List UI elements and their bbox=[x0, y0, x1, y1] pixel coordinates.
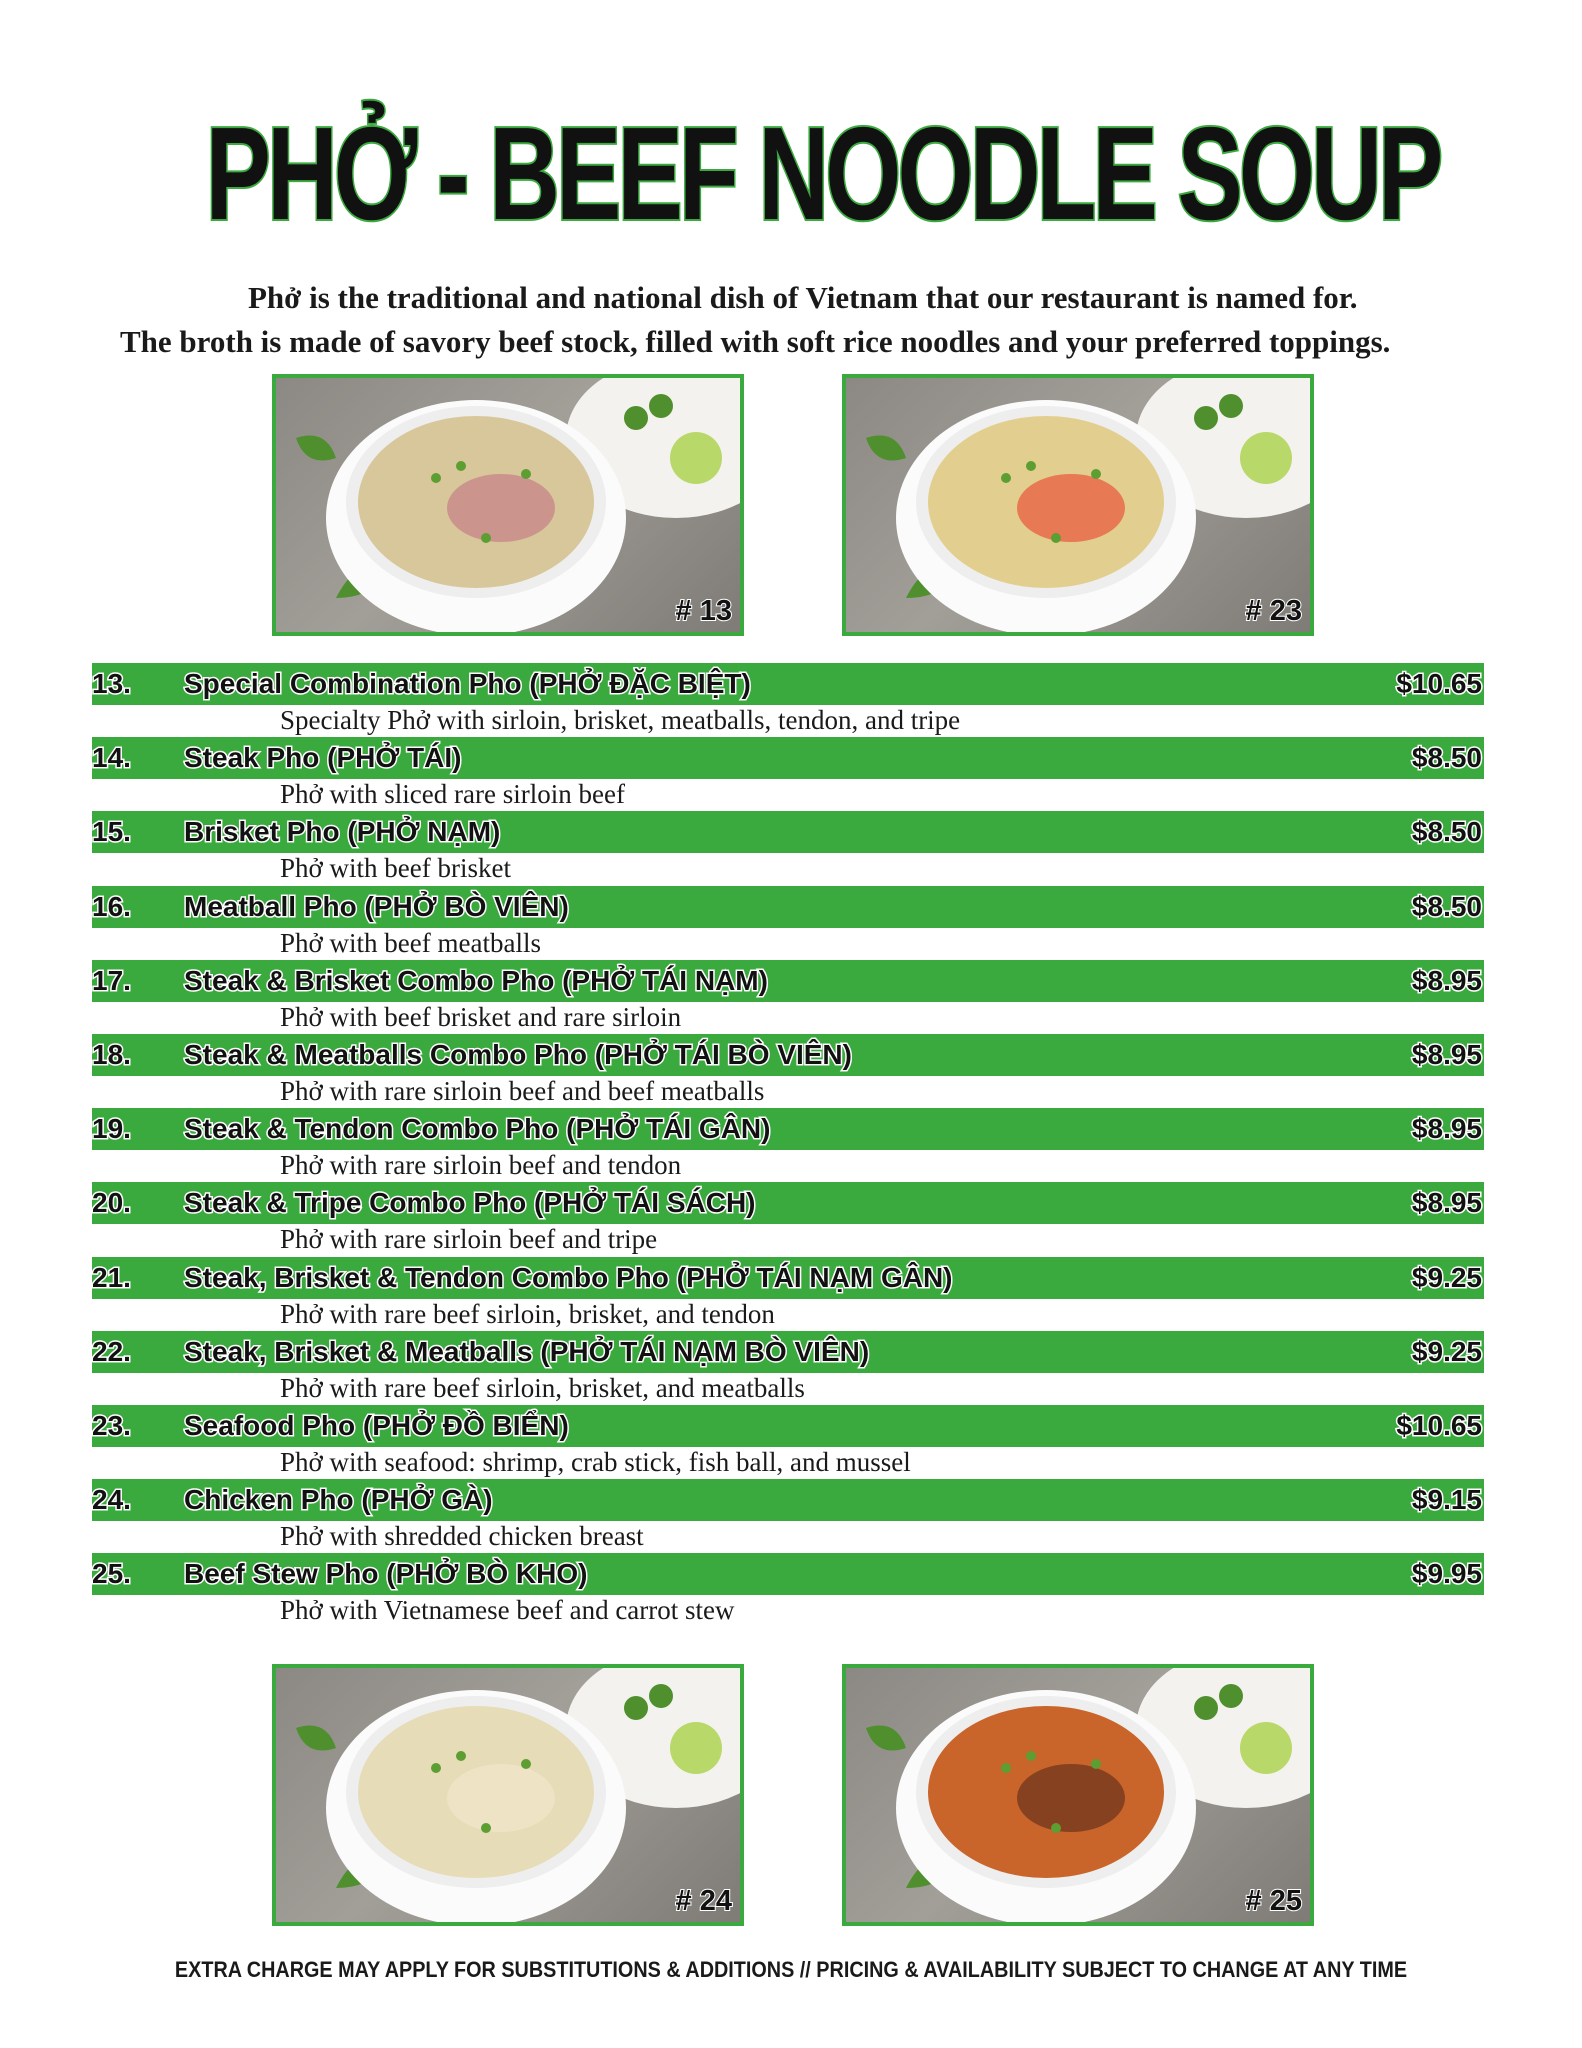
bowl-illustration bbox=[276, 1668, 740, 1922]
item-name: Steak & Meatballs Combo Pho (PHỞ TÁI BÒ VIÊN) bbox=[184, 1038, 852, 1070]
item-description: Phở with beef brisket bbox=[280, 853, 511, 884]
item-number: 14. bbox=[92, 742, 131, 774]
page-title: PHỞ - BEEF NOODLE SOUP bbox=[205, 100, 1440, 247]
item-description: Phở with seafood: shrimp, crab stick, fish ball, and mussel bbox=[280, 1446, 911, 1477]
item-price: $8.50 bbox=[1411, 890, 1482, 922]
item-price: $8.95 bbox=[1411, 1113, 1482, 1145]
menu-item bbox=[92, 737, 1484, 811]
item-description: Phở with shredded chicken breast bbox=[280, 1521, 644, 1552]
bowl-illustration bbox=[846, 1668, 1310, 1922]
item-name: Seafood Pho (PHỞ ĐỒ BIỂN) bbox=[184, 1409, 569, 1441]
item-description: Phở with beef brisket and rare sirloin bbox=[280, 1001, 682, 1032]
dish-photo bbox=[272, 374, 744, 636]
dish-photo bbox=[272, 1664, 744, 1926]
photo-tag: # 23 bbox=[1245, 595, 1302, 627]
menu-item bbox=[92, 1405, 1484, 1479]
item-name: Steak & Tendon Combo Pho (PHỞ TÁI GÂN) bbox=[184, 1113, 771, 1145]
item-description: Phở with rare sirloin beef and beef meatballs bbox=[280, 1075, 765, 1106]
item-description: Specialty Phở with sirloin, brisket, meatballs, tendon, and tripe bbox=[280, 705, 961, 735]
item-description: Phở with rare beef sirloin, brisket, and meatballs bbox=[280, 1372, 805, 1403]
item-name: Steak Pho (PHỞ TÁI) bbox=[184, 742, 462, 774]
item-name: Beef Stew Pho (PHỞ BÒ KHO) bbox=[184, 1558, 588, 1590]
menu-item bbox=[92, 1257, 1484, 1331]
item-price: $9.95 bbox=[1411, 1558, 1482, 1590]
item-price: $9.25 bbox=[1411, 1335, 1482, 1367]
item-price: $9.25 bbox=[1411, 1261, 1482, 1293]
menu-item bbox=[92, 886, 1484, 960]
item-number: 19. bbox=[92, 1113, 131, 1145]
photo-tag: # 24 bbox=[675, 1885, 732, 1917]
item-price: $8.50 bbox=[1411, 816, 1482, 848]
item-description: Phở with Vietnamese beef and carrot stew bbox=[280, 1595, 735, 1626]
item-name: Brisket Pho (PHỞ NẠM) bbox=[184, 816, 501, 848]
menu-item bbox=[92, 811, 1484, 885]
dish-photo bbox=[842, 374, 1314, 636]
footer-note: EXTRA CHARGE MAY APPLY FOR SUBSTITUTIONS & ADDITIONS // PRICING & AVAILABILITY SUBJECT TO CHANGE AT ANY TIME bbox=[174, 1957, 1408, 1982]
item-number: 22. bbox=[92, 1335, 131, 1367]
item-name: Steak, Brisket & Meatballs (PHỞ TÁI NẠM BÒ VIÊN) bbox=[184, 1335, 870, 1367]
item-number: 24. bbox=[92, 1484, 131, 1516]
item-price: $8.50 bbox=[1411, 742, 1482, 774]
item-price: $10.65 bbox=[1396, 668, 1482, 699]
item-price: $8.95 bbox=[1411, 1038, 1482, 1070]
intro-line-2: The broth is made of savory beef stock, filled with soft rice noodles and your preferred toppings. bbox=[120, 324, 1391, 359]
item-number: 18. bbox=[92, 1038, 131, 1070]
photo-tag: # 25 bbox=[1245, 1885, 1302, 1917]
menu-item bbox=[92, 1553, 1484, 1627]
item-number: 21. bbox=[92, 1261, 131, 1293]
bowl-illustration bbox=[846, 378, 1310, 632]
item-name: Special Combination Pho (PHỞ ĐẶC BIỆT) bbox=[184, 668, 751, 699]
item-price: $8.95 bbox=[1411, 1187, 1482, 1219]
item-name: Steak & Brisket Combo Pho (PHỞ TÁI NẠM) bbox=[184, 964, 768, 996]
item-name: Meatball Pho (PHỞ BÒ VIÊN) bbox=[184, 890, 569, 922]
menu-list bbox=[92, 663, 1484, 1627]
item-price: $9.15 bbox=[1411, 1484, 1482, 1516]
item-number: 17. bbox=[92, 964, 131, 996]
item-name: Chicken Pho (PHỞ GÀ) bbox=[184, 1484, 493, 1516]
item-number: 25. bbox=[92, 1558, 131, 1590]
photo-tag: # 13 bbox=[675, 595, 732, 627]
menu-item bbox=[92, 960, 1484, 1034]
item-number: 20. bbox=[92, 1187, 131, 1219]
item-name: Steak & Tripe Combo Pho (PHỞ TÁI SÁCH) bbox=[184, 1187, 756, 1219]
item-description: Phở with beef meatballs bbox=[280, 927, 541, 958]
item-description: Phở with rare sirloin beef and tendon bbox=[280, 1150, 682, 1181]
menu-item bbox=[92, 1331, 1484, 1405]
bowl-illustration bbox=[276, 378, 740, 632]
menu-item bbox=[92, 1479, 1484, 1553]
menu-item bbox=[92, 1034, 1484, 1108]
item-name: Steak, Brisket & Tendon Combo Pho (PHỞ TÁI NẠM GÂN) bbox=[184, 1261, 953, 1293]
intro-line-1: Phở is the traditional and national dish of Vietnam that our restaurant is named for. bbox=[248, 280, 1358, 315]
item-price: $8.95 bbox=[1411, 964, 1482, 996]
item-description: Phở with sliced rare sirloin beef bbox=[280, 779, 625, 810]
menu-item bbox=[92, 1182, 1484, 1256]
item-description: Phở with rare sirloin beef and tripe bbox=[280, 1224, 658, 1255]
item-description: Phở with rare beef sirloin, brisket, and tendon bbox=[280, 1298, 775, 1329]
item-number: 13. bbox=[92, 668, 131, 699]
item-number: 15. bbox=[92, 816, 131, 848]
menu-item bbox=[92, 1108, 1484, 1182]
item-number: 16. bbox=[92, 890, 131, 922]
item-number: 23. bbox=[92, 1409, 131, 1441]
item-price: $10.65 bbox=[1396, 1409, 1482, 1441]
dish-photo bbox=[842, 1664, 1314, 1926]
menu-item bbox=[92, 663, 1484, 737]
